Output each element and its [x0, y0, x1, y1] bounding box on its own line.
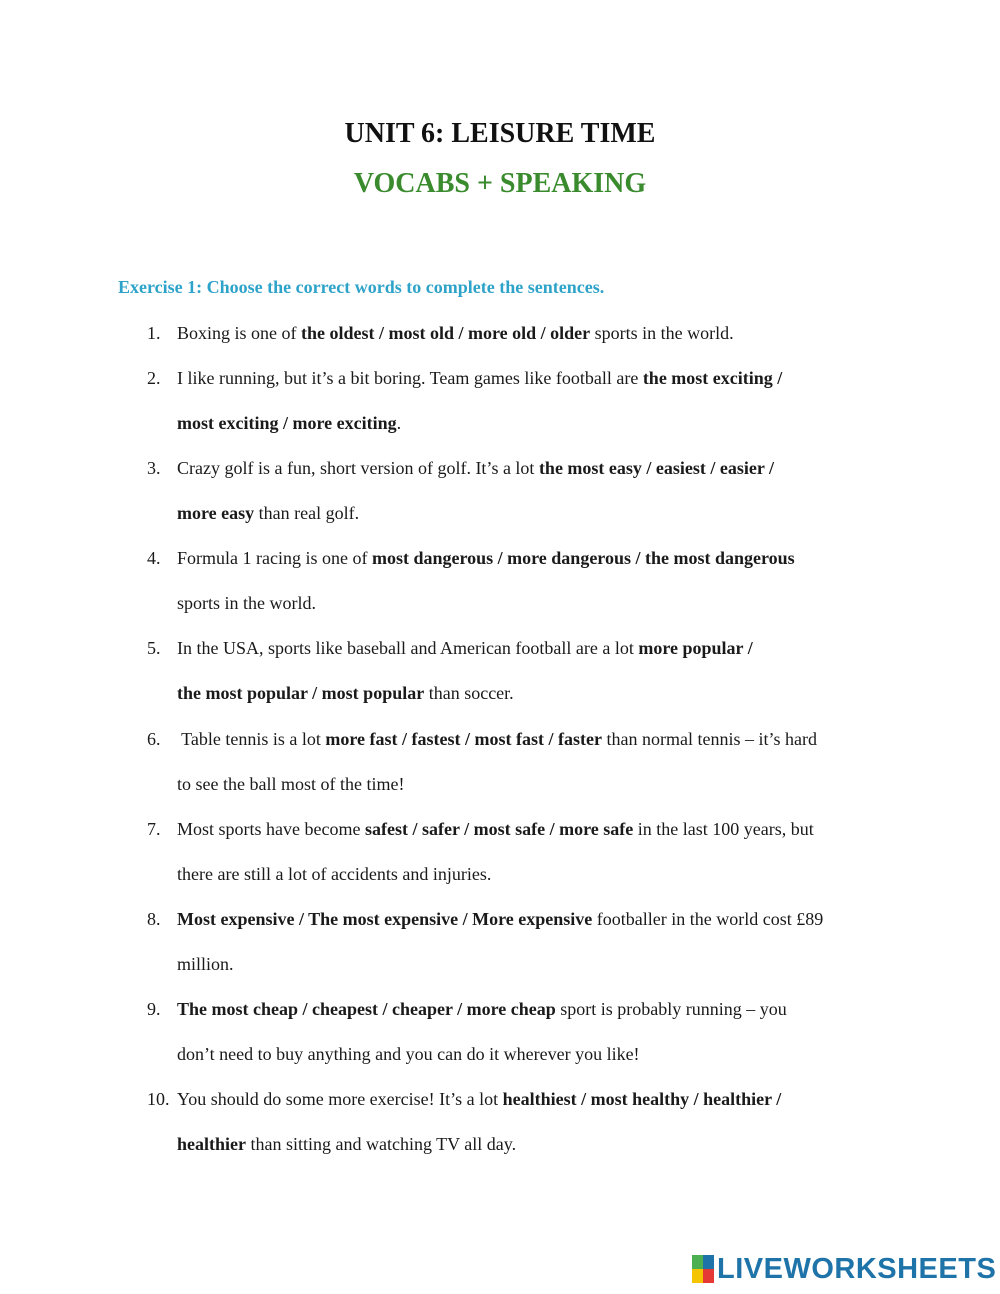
- item-line: [177, 774, 404, 795]
- item-number: 9.: [147, 999, 161, 1019]
- line-text: .: [396, 413, 402, 433]
- answer-options[interactable]: Most expensive / The most expensive / More expensive: [177, 909, 593, 929]
- line-text: to see the ball most of the time!: [177, 774, 405, 794]
- logo-badge-icon: [692, 1255, 714, 1283]
- item-line: [177, 503, 359, 524]
- line-text: Table tennis is a lot: [177, 729, 326, 749]
- page-title: UNIT 6: LEISURE TIME: [344, 118, 656, 149]
- line-text: sports in the world.: [590, 323, 734, 343]
- answer-options[interactable]: most dangerous / more dangerous / the most dangerous: [371, 548, 795, 568]
- answer-options[interactable]: healthier: [177, 1134, 246, 1154]
- item-number: 10.: [147, 1089, 170, 1109]
- answer-options[interactable]: the most exciting /: [642, 368, 783, 388]
- line-text: footballer in the world cost £89: [592, 909, 824, 929]
- line-text: than sitting and watching TV all day.: [246, 1134, 517, 1154]
- item-number: 1.: [147, 323, 161, 343]
- item-number: 8.: [147, 909, 161, 929]
- line-text: in the last 100 years, but: [633, 819, 814, 839]
- line-text: than soccer.: [424, 683, 514, 703]
- line-text: Formula 1 racing is one of: [177, 548, 372, 568]
- item-line: [177, 638, 753, 659]
- answer-options[interactable]: The most cheap / cheapest / cheaper / more cheap: [177, 999, 556, 1019]
- line-text: Crazy golf is a fun, short version of golf. It’s a lot: [177, 458, 539, 478]
- logo-badge-cell: [692, 1269, 703, 1283]
- liveworksheets-logo: [692, 1253, 996, 1285]
- item-line: [177, 954, 234, 975]
- logo-badge-cell: [703, 1269, 714, 1283]
- item-line: [177, 1134, 516, 1155]
- line-text: there are still a lot of accidents and injuries.: [177, 864, 492, 884]
- item-line: [177, 819, 814, 840]
- item-line: [177, 909, 823, 930]
- line-text: I like running, but it’s a bit boring. Team games like football are: [177, 368, 643, 388]
- item-number: 7.: [147, 819, 161, 839]
- line-text: sports in the world.: [177, 593, 316, 613]
- answer-options[interactable]: the most easy / easiest / easier /: [538, 458, 775, 478]
- logo-badge-cell: [692, 1255, 703, 1269]
- line-text: Boxing is one of: [177, 323, 301, 343]
- line-text: don’t need to buy anything and you can do it wherever you like!: [177, 1044, 640, 1064]
- answer-options[interactable]: healthiest / most healthy / healthier /: [502, 1089, 782, 1109]
- item-line: [177, 413, 401, 434]
- item-line: [177, 593, 316, 614]
- item-line: [177, 548, 795, 569]
- item-line: [177, 458, 774, 479]
- item-line: [177, 683, 514, 704]
- line-text: million.: [177, 954, 234, 974]
- item-number: 3.: [147, 458, 161, 478]
- item-number: 5.: [147, 638, 161, 658]
- page-subtitle: VOCABS + SPEAKING: [353, 168, 647, 199]
- item-line: [177, 1089, 781, 1110]
- item-number: 4.: [147, 548, 161, 568]
- logo-badge-cell: [703, 1255, 714, 1269]
- answer-options[interactable]: most exciting / more exciting: [177, 413, 397, 433]
- line-text: sport is probably running – you: [555, 999, 787, 1019]
- answer-options[interactable]: more popular /: [638, 638, 753, 658]
- item-line: [177, 368, 782, 389]
- line-text: than normal tennis – it’s hard: [601, 729, 817, 749]
- line-text: Most sports have become: [177, 819, 365, 839]
- item-line: [177, 1044, 640, 1065]
- item-line: [177, 323, 734, 344]
- line-text: In the USA, sports like baseball and American football are a lot: [177, 638, 639, 658]
- answer-options[interactable]: more fast / fastest / most fast / faster: [325, 729, 602, 749]
- answer-options[interactable]: the oldest / most old / more old / older: [301, 323, 591, 343]
- item-number: 6.: [147, 729, 161, 749]
- line-text: than real golf.: [254, 503, 360, 523]
- answer-options[interactable]: the most popular / most popular: [177, 683, 425, 703]
- item-line: [177, 729, 817, 750]
- line-text: You should do some more exercise! It’s a lot: [177, 1089, 503, 1109]
- item-number: 2.: [147, 368, 161, 388]
- logo-text: LIVEWORKSHEETS: [717, 1252, 997, 1285]
- answer-options[interactable]: more easy: [177, 503, 255, 523]
- exercise-heading: Exercise 1: Choose the correct words to complete the sentences.: [118, 277, 605, 297]
- answer-options[interactable]: safest / safer / most safe / more safe: [364, 819, 634, 839]
- item-line: [177, 864, 491, 885]
- item-line: [177, 999, 787, 1020]
